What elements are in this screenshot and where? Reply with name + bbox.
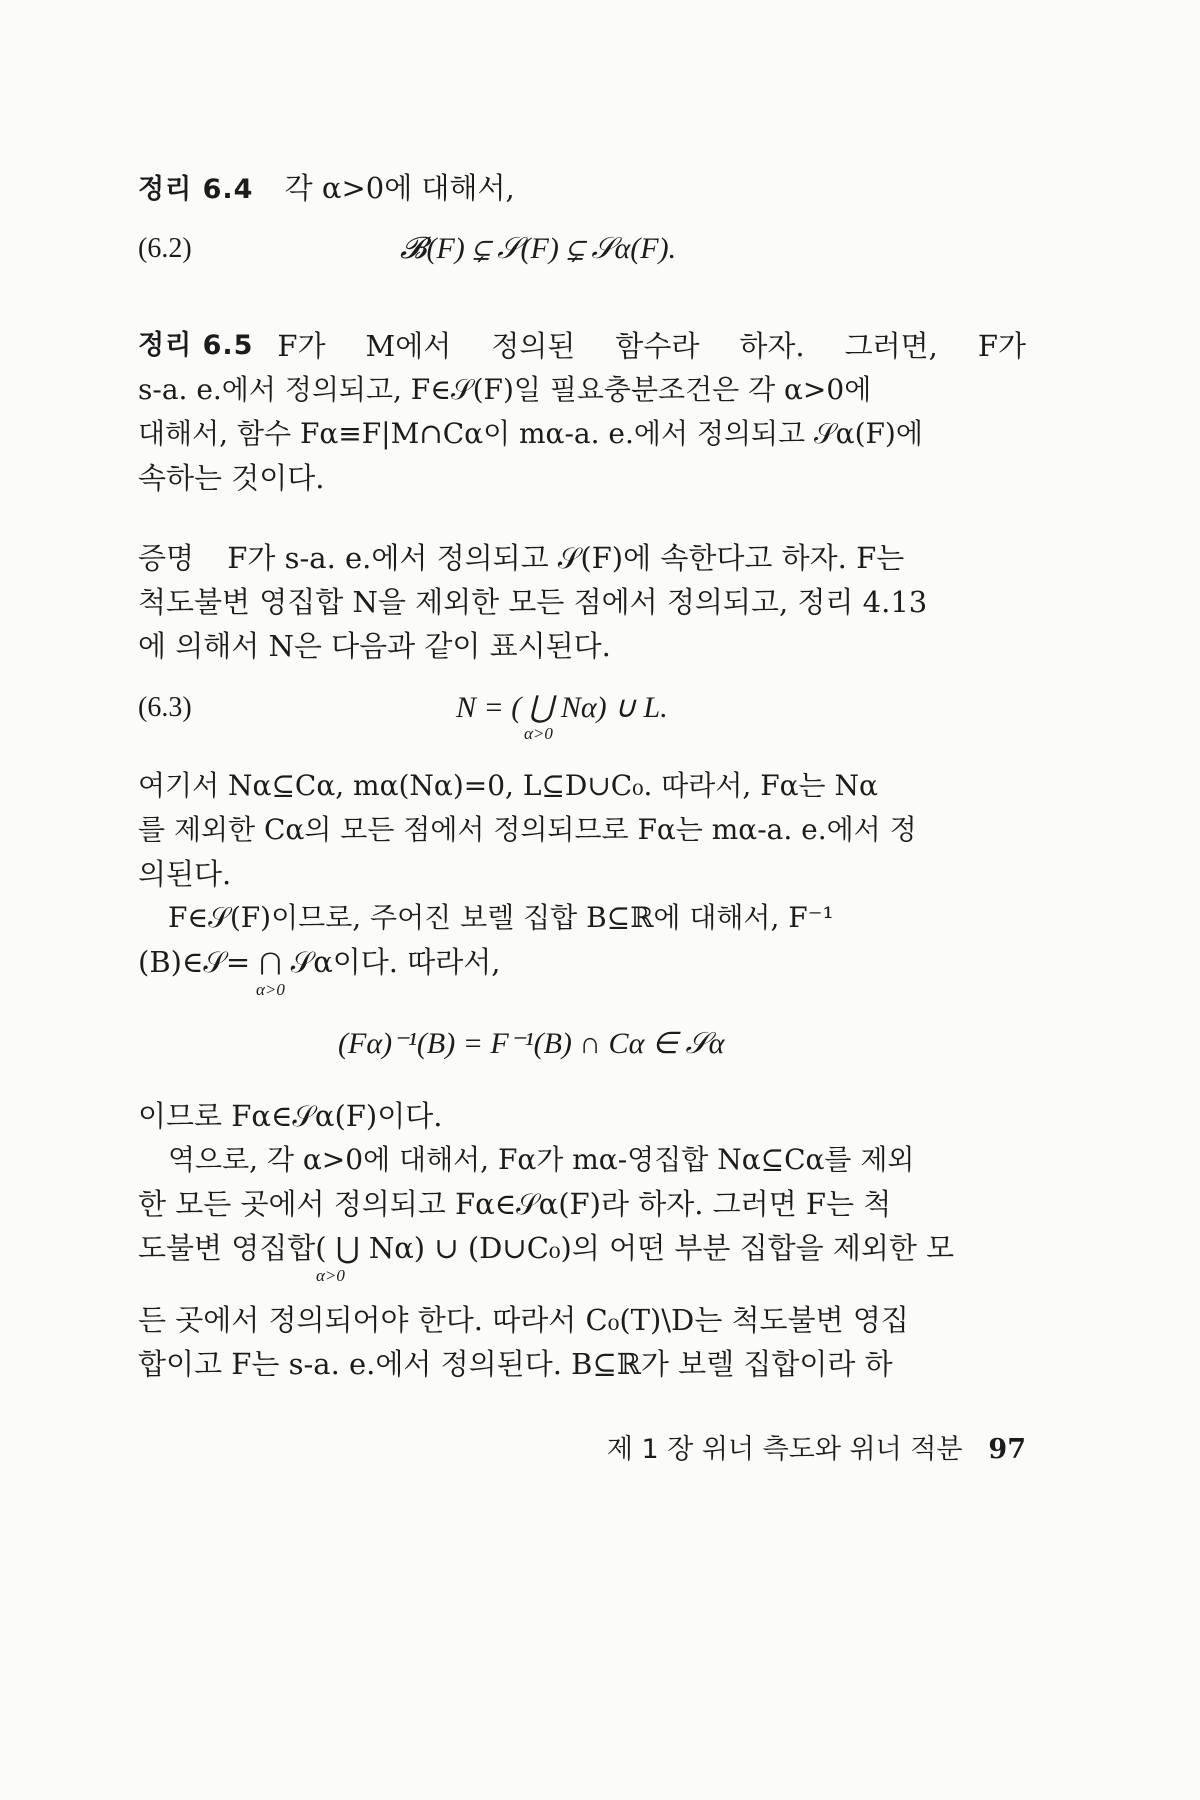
- theorem-6-4: [138, 168, 515, 210]
- paragraph-3-line-2: (B)∈𝒮= ⋂ 𝒮α이다. 따라서,: [138, 945, 501, 979]
- theorem-6-5-line-2: s-a. e.에서 정의되고, F∈𝒮(F)일 필요충분조건은 각 α>0에: [138, 373, 872, 406]
- theorem-header: 정리 6.4: [138, 174, 254, 205]
- paragraph-3-line-1: F∈𝒮(F)이므로, 주어진 보렐 집합 B⊆ℝ에 대해서, F⁻¹: [168, 901, 834, 934]
- book-page: [138, 0, 1026, 1800]
- paragraph-4: 이므로 Fα∈𝒮α(F)이다.: [138, 1099, 443, 1133]
- theorem-6-5-line-4: 속하는 것이다.: [138, 461, 325, 495]
- equation-6-3: N = ( ⋃ Nα) ∪ L.: [456, 691, 668, 724]
- equation-6-2: 𝓑(F) ⊊ 𝒮(F) ⊊ 𝒮α(F).: [400, 232, 677, 265]
- proof-header: 증명: [138, 541, 195, 575]
- theorem-statement: 각 α>0에 대해서,: [284, 171, 515, 205]
- theorem-6-5-line-3: 대해서, 함수 Fα≡F|M∩Cα이 mα-a. e.에서 정의되고 𝒮α(F)에: [138, 417, 923, 450]
- theorem-header: 정리 6.5: [138, 330, 254, 361]
- page-number: 97: [988, 1434, 1026, 1465]
- paragraph-2-line-2: 를 제외한 Cα의 모든 점에서 정의되므로 Fα는 mα-a. e.에서 정: [138, 813, 917, 846]
- equation-preimage: (Fα)⁻¹(B) = F⁻¹(B) ∩ Cα ∈ 𝒮α: [338, 1027, 725, 1060]
- equation-number: (6.2): [138, 233, 192, 264]
- intersection-subscript: α>0: [256, 980, 285, 999]
- paragraph-2-line-1: 여기서 Nα⊆Cα, mα(Nα)=0, L⊆D∪C₀. 따라서, Fα는 Nα: [138, 769, 878, 802]
- page-footer: [607, 1432, 1026, 1468]
- theorem-6-5-line-1: 정리 6.5 F가 M에서 정의된 함수라 하자. 그러면, F가: [138, 326, 1026, 366]
- proof-line-1: 증명 F가 s-a. e.에서 정의되고 𝒮(F)에 속한다고 하자. F는: [138, 541, 905, 575]
- paragraph-5-line-3: 도불변 영집합( ⋃ Nα) ∪ (D∪C₀)의 어떤 부분 집합을 제외한 모: [138, 1231, 955, 1265]
- paragraph-5-line-2: 한 모든 곳에서 정의되고 Fα∈𝒮α(F)라 하자. 그러면 F는 척: [138, 1187, 892, 1221]
- proof-line-2: 척도불변 영집합 N을 제외한 모든 점에서 정의되고, 정리 4.13: [138, 585, 928, 619]
- paragraph-5-line-4: 든 곳에서 정의되어야 한다. 따라서 C₀(T)\D는 척도불변 영집: [138, 1303, 909, 1337]
- paragraph-5-line-5: 합이고 F는 s-a. e.에서 정의된다. B⊆ℝ가 보렐 집합이라 하: [138, 1347, 893, 1381]
- equation-number: (6.3): [138, 692, 192, 723]
- paragraph-5-line-1: 역으로, 각 α>0에 대해서, Fα가 mα-영집합 Nα⊆Cα를 제외: [168, 1143, 915, 1176]
- proof-line-3: 에 의해서 N은 다음과 같이 표시된다.: [138, 629, 611, 663]
- union-subscript: α>0: [316, 1266, 345, 1285]
- paragraph-2-line-3: 의된다.: [138, 857, 232, 891]
- chapter-title: 제 1 장 위너 측도와 위너 적분: [606, 1434, 963, 1465]
- union-subscript: α>0: [524, 724, 553, 743]
